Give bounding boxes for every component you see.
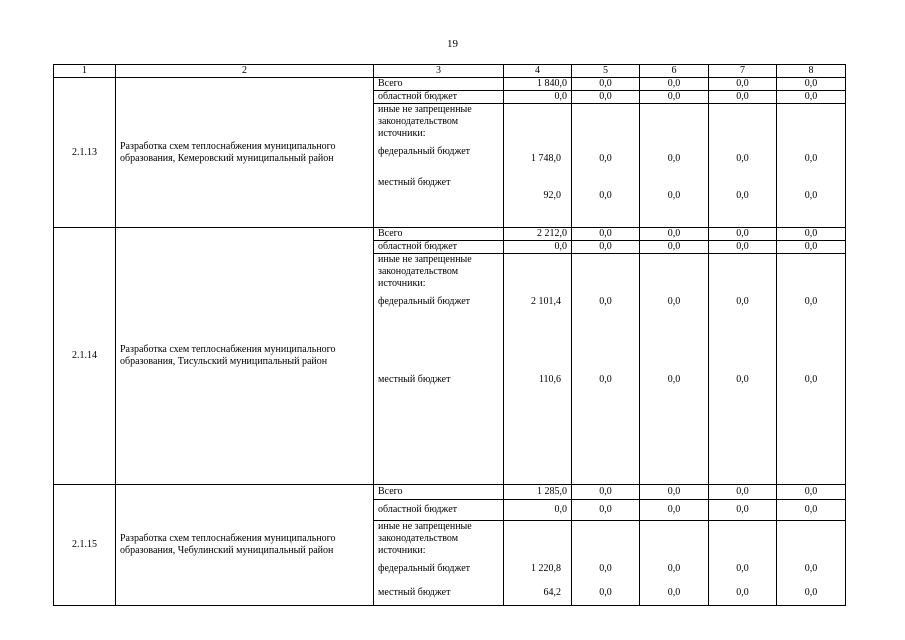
source-label: федеральный бюджет (374, 140, 504, 164)
value-column-cell (777, 521, 846, 606)
value-cell: 0,0 (709, 91, 777, 104)
value-column-cell (572, 521, 640, 606)
value-cell: 2 212,0 (504, 228, 572, 241)
value-cell: 0,0 (709, 485, 777, 500)
header-cell: 3 (374, 65, 504, 78)
value-cell: 0,0 (667, 296, 681, 307)
value-cell: 0,0 (640, 241, 709, 254)
header-cell: 5 (572, 65, 640, 78)
header-cell: 6 (640, 65, 709, 78)
value-cell: 0,0 (599, 587, 612, 598)
value-cell: 0,0 (572, 485, 640, 500)
value-cell: 0,0 (667, 587, 681, 598)
source-label: Всего (374, 228, 504, 241)
source-label: иные не запрещенные законодательством источники: (374, 521, 504, 558)
header-row (54, 65, 846, 78)
page-number: 19 (447, 38, 458, 50)
source-label: федеральный бюджет (374, 557, 504, 581)
value-cell: 64,2 (543, 587, 561, 598)
section-title: Разработка схем теплоснабжения муниципального образования, Чебулинский муниципальный район (116, 485, 374, 606)
value-column-cell (640, 254, 709, 485)
budget-table (53, 64, 846, 606)
value-cell: 1 285,0 (504, 485, 572, 500)
value-cell: 0,0 (736, 563, 749, 574)
value-column-cell (709, 104, 777, 228)
value-column-cell (709, 254, 777, 485)
value-cell: 2 101,4 (531, 296, 561, 307)
value-cell: 0,0 (599, 563, 612, 574)
value-cell: 0,0 (777, 500, 846, 521)
header-cell: 1 (54, 65, 116, 78)
value-cell: 0,0 (640, 500, 709, 521)
value-cell: 0,0 (804, 189, 818, 201)
value-cell: 0,0 (736, 152, 749, 164)
value-column-cell (504, 254, 572, 485)
value-column-cell (504, 521, 572, 606)
value-cell: 0,0 (504, 91, 572, 104)
value-column-cell (709, 521, 777, 606)
value-cell: 0,0 (804, 296, 818, 307)
value-cell: 0,0 (599, 374, 612, 385)
value-cell: 0,0 (599, 189, 612, 201)
header-cell: 8 (777, 65, 846, 78)
value-cell: 0,0 (736, 296, 749, 307)
value-cell: 0,0 (504, 500, 572, 521)
value-column-cell (572, 104, 640, 228)
value-cell: 0,0 (667, 152, 681, 164)
value-column-cell (640, 104, 709, 228)
value-cell: 0,0 (572, 500, 640, 521)
source-label: иные не запрещенные законодательством источники: (374, 104, 504, 141)
section-title: Разработка схем теплоснабжения муниципального образования, Кемеровский муниципальный район (116, 78, 374, 228)
source-label: Всего (374, 485, 504, 500)
source-label: иные не запрещенные законодательством источники: (374, 254, 504, 291)
value-cell: 0,0 (640, 91, 709, 104)
value-cell: 0,0 (640, 485, 709, 500)
value-cell: 0,0 (777, 228, 846, 241)
value-cell: 0,0 (599, 296, 612, 307)
value-cell: 110,6 (538, 374, 561, 385)
source-label: местный бюджет (374, 164, 504, 228)
table-row (54, 485, 846, 500)
value-column-cell (572, 254, 640, 485)
value-cell: 0,0 (736, 587, 749, 598)
value-cell: 0,0 (777, 241, 846, 254)
value-cell: 0,0 (667, 563, 681, 574)
value-cell: 0,0 (736, 374, 749, 385)
value-cell: 0,0 (667, 189, 681, 201)
value-cell: 0,0 (709, 241, 777, 254)
value-column-cell (640, 521, 709, 606)
header-cell: 7 (709, 65, 777, 78)
source-label: местный бюджет (374, 581, 504, 606)
table-row (54, 78, 846, 91)
section-code: 2.1.15 (54, 485, 116, 606)
value-cell: 0,0 (804, 587, 818, 598)
source-label: областной бюджет (374, 500, 504, 521)
value-cell: 1 748,0 (531, 152, 561, 164)
source-label: областной бюджет (374, 91, 504, 104)
section-code: 2.1.14 (54, 228, 116, 485)
value-cell: 0,0 (709, 500, 777, 521)
source-label: местный бюджет (374, 314, 504, 485)
value-cell: 0,0 (572, 228, 640, 241)
value-cell: 0,0 (804, 563, 818, 574)
section-code: 2.1.13 (54, 78, 116, 228)
source-label: областной бюджет (374, 241, 504, 254)
value-cell: 0,0 (709, 78, 777, 91)
value-cell: 0,0 (804, 374, 818, 385)
value-column-cell (777, 254, 846, 485)
value-cell: 0,0 (777, 91, 846, 104)
header-cell: 2 (116, 65, 374, 78)
value-cell: 0,0 (640, 228, 709, 241)
value-cell: 1 220,8 (531, 563, 561, 574)
value-cell: 92,0 (543, 189, 561, 201)
value-cell: 0,0 (709, 228, 777, 241)
value-cell: 0,0 (667, 374, 681, 385)
value-cell: 0,0 (804, 152, 818, 164)
value-cell: 0,0 (640, 78, 709, 91)
source-label: Всего (374, 78, 504, 91)
value-cell: 0,0 (736, 189, 749, 201)
value-cell: 0,0 (777, 485, 846, 500)
value-cell: 0,0 (572, 241, 640, 254)
section-title: Разработка схем теплоснабжения муниципального образования, Тисульский муниципальный район (116, 228, 374, 485)
source-label: федеральный бюджет (374, 290, 504, 314)
value-cell: 0,0 (572, 78, 640, 91)
value-cell: 0,0 (599, 152, 612, 164)
value-cell: 0,0 (777, 78, 846, 91)
header-cell: 4 (504, 65, 572, 78)
value-column-cell (777, 104, 846, 228)
value-cell: 0,0 (572, 91, 640, 104)
table-row (54, 228, 846, 241)
value-cell: 0,0 (504, 241, 572, 254)
value-cell: 1 840,0 (504, 78, 572, 91)
value-column-cell (504, 104, 572, 228)
